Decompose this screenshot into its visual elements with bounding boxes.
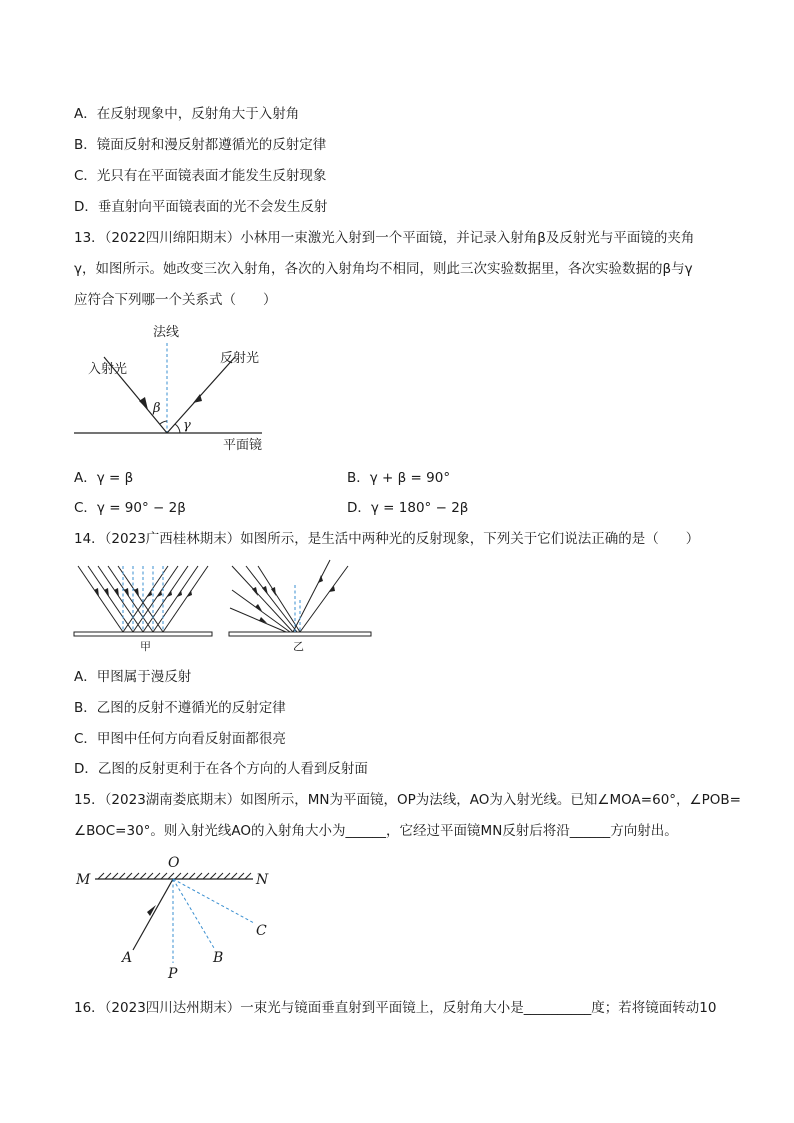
right-figure-label: 乙 — [293, 640, 304, 653]
beta-label: β — [153, 401, 161, 416]
q14-option-a: A．甲图属于漫反射 — [74, 669, 192, 685]
q13-option-d: D．γ = 180° − 2β — [347, 500, 469, 516]
q14-stem: 14．（2023广西桂林期末）如图所示，是生活中两种光的反射现象，下列关于它们说法正确的是（ ） — [74, 531, 700, 547]
left-figure-label: 甲 — [140, 640, 151, 653]
q13-option-c: C．γ = 90° − 2β — [74, 500, 186, 516]
q13-stem-line-1: 13．（2022四川绵阳期末）小林用一束激光入射到一个平面镜，并记录入射角β及反射光与平面镜的夹角 — [74, 230, 695, 246]
reflected-ray-label: 反射光 — [220, 351, 260, 366]
q12-option-b: B．镜面反射和漫反射都遵循光的反射定律 — [74, 137, 327, 153]
q14-option-b: B．乙图的反射不遵循光的反射定律 — [74, 700, 286, 716]
point-b-label: B — [213, 950, 224, 966]
q13-option-a: A．γ = β — [74, 470, 134, 486]
q13-option-b: B．γ + β = 90° — [347, 470, 451, 486]
q14-option-c: C．甲图中任何方向看反射面都很亮 — [74, 731, 286, 747]
q12-option-c: C．光只有在平面镜表面才能发生反射现象 — [74, 168, 327, 184]
q12-option-d: D．垂直射向平面镜表面的光不会发生反射 — [74, 199, 328, 215]
q12-option-a: A．在反射现象中，反射角大于入射角 — [74, 106, 300, 122]
q13-stem-line-3: 应符合下列哪一个关系式（ ） — [74, 292, 277, 308]
q14-option-d: D．乙图的反射更利于在各个方向的人看到反射面 — [74, 761, 368, 777]
gamma-label: γ — [183, 418, 191, 433]
normal-label: 法线 — [153, 325, 180, 340]
q15-stem-line-1: 15．（2023湖南娄底期末）如图所示，MN为平面镜，OP为法线，AO为入射光线。已知∠MOA=60°，∠POB= — [74, 792, 741, 808]
point-o-label: O — [168, 855, 180, 871]
q13-stem-line-2: γ，如图所示。她改变三次入射角，各次的入射角均不相同，则此三次实验数据里，各次实验数据的β与γ — [74, 261, 693, 277]
point-a-label: A — [122, 950, 133, 966]
point-c-label: C — [256, 923, 267, 939]
point-n-label: N — [256, 872, 269, 888]
incident-ray-label: 入射光 — [88, 362, 128, 377]
q16-stem: 16．（2023四川达州期末）一束光与镜面垂直射到平面镜上，反射角大小是__________度；若将镜面转动10 — [74, 1000, 717, 1016]
mirror-label: 平面镜 — [223, 438, 263, 453]
point-p-label: P — [168, 966, 178, 982]
point-m-label: M — [76, 872, 91, 888]
q15-stem-line-2: ∠BOC=30°。则入射光线AO的入射角大小为______，它经过平面镜MN反射后将沿______方向射出。 — [74, 823, 678, 839]
